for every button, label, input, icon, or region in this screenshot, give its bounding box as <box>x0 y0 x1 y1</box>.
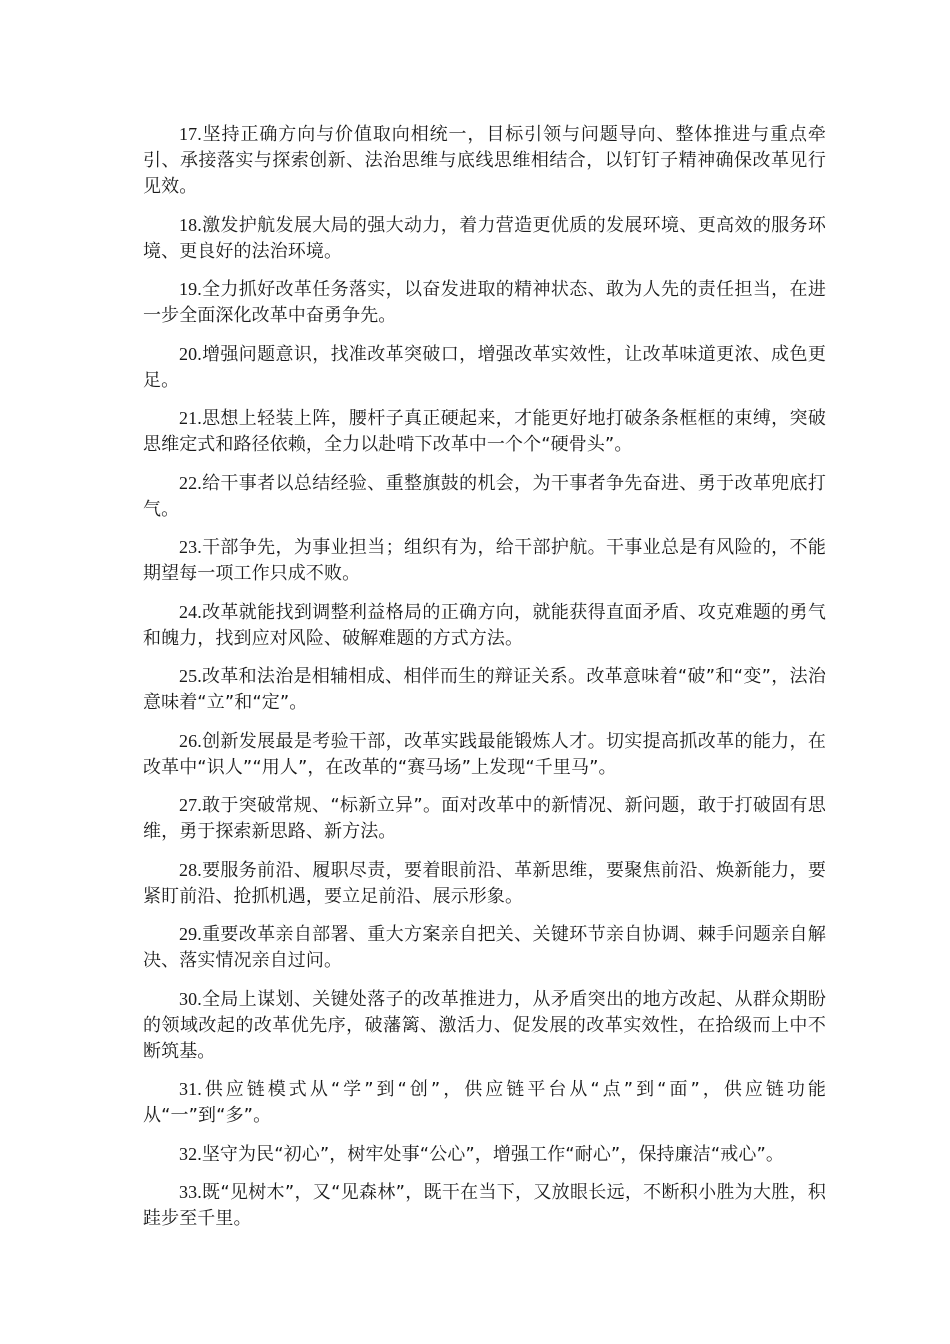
paragraph-text: 干部争先，为事业担当；组织有为，给干部护航。干事业总是有风险的，不能期望每一项工作只成不败。 <box>143 537 826 584</box>
paragraph-number: 26. <box>179 730 202 751</box>
paragraph-number: 28. <box>179 859 202 880</box>
paragraph-number: 21. <box>179 408 202 428</box>
paragraph-number: 31. <box>179 1079 202 1099</box>
paragraph-22 <box>143 470 826 523</box>
paragraph-32 <box>143 1141 826 1168</box>
paragraph-18 <box>143 212 826 265</box>
paragraph-text: 改革和法治是相辅相成、相伴而生的辩证关系。改革意味着“破”和“变”，法治意味着“立”和“定”。 <box>143 666 826 713</box>
paragraph-31 <box>143 1076 826 1129</box>
paragraph-text: 改革就能找到调整利益格局的正确方向，就能获得直面矛盾、攻克难题的勇气和魄力，找到应对风险、破解难题的方式方法。 <box>143 601 826 649</box>
paragraph-text: 激发护航发展大局的强大动力，着力营造更优质的发展环境、更高效的服务环境、更良好的法治环境。 <box>143 214 826 262</box>
paragraph-number: 33. <box>179 1182 202 1202</box>
paragraph-26 <box>143 728 826 781</box>
paragraph-number: 27. <box>179 795 202 815</box>
paragraph-number: 25. <box>179 666 202 686</box>
paragraph-text: 坚持正确方向与价值取向相统一，目标引领与问题导向、整体推进与重点牵引、承接落实与探索创新、法治思维与底线思维相结合，以钉钉子精神确保改革见行见效。 <box>143 124 826 197</box>
paragraph-24 <box>143 599 826 652</box>
paragraph-text: 敢于突破常规、“标新立异”。面对改革中的新情况、新问题，敢于打破固有思维，勇于探索新思路、新方法。 <box>143 795 826 842</box>
paragraph-number: 17. <box>179 124 202 144</box>
paragraph-20 <box>143 341 826 394</box>
paragraph-number: 19. <box>179 279 202 299</box>
paragraph-25 <box>143 663 826 716</box>
paragraph-23 <box>143 534 826 587</box>
paragraph-number: 20. <box>179 343 202 364</box>
paragraph-text: 既“见树木”，又“见森林”，既干在当下，又放眼长远，不断积小胜为大胜，积跬步至千里。 <box>143 1182 826 1229</box>
paragraph-number: 23. <box>179 537 202 557</box>
paragraph-number: 32. <box>179 1143 202 1164</box>
paragraph-text: 思想上轻装上阵，腰杆子真正硬起来，才能更好地打破条条框框的束缚，突破思维定式和路径依赖，全力以赴啃下改革中一个个“硬骨头”。 <box>143 408 826 455</box>
paragraph-29 <box>143 921 826 974</box>
paragraph-21 <box>143 405 826 458</box>
paragraph-28 <box>143 857 826 910</box>
paragraph-27 <box>143 792 826 845</box>
paragraph-number: 18. <box>179 214 202 235</box>
paragraph-19 <box>143 276 826 329</box>
paragraph-text: 供应链模式从“学”到“创”，供应链平台从“点”到“面”，供应链功能从“一”到“多”。 <box>143 1079 826 1126</box>
paragraph-33 <box>143 1179 826 1232</box>
paragraph-text: 坚守为民“初心”，树牢处事“公心”，增强工作“耐心”，保持廉洁“戒心”。 <box>201 1143 785 1165</box>
paragraph-17 <box>143 121 826 200</box>
paragraph-text: 要服务前沿、履职尽责，要着眼前沿、革新思维，要聚焦前沿、焕新能力，要紧盯前沿、抢抓机遇，要立足前沿、展示形象。 <box>143 859 826 907</box>
paragraph-text: 创新发展最是考验干部，改革实践最能锻炼人才。切实提高抓改革的能力，在改革中“识人”“用人”，在改革的“赛马场”上发现“千里马”。 <box>143 730 826 778</box>
paragraph-number: 22. <box>179 472 202 493</box>
document-body <box>143 121 826 1244</box>
paragraph-text: 全力抓好改革任务落实，以奋发进取的精神状态、敢为人先的责任担当，在进一步全面深化改革中奋勇争先。 <box>143 279 826 326</box>
paragraph-text: 全局上谋划、关键处落子的改革推进力，从矛盾突出的地方改起、从群众期盼的领域改起的改革优先序，破藩篱、激活力、促发展的改革实效性，在拾级而上中不断筑基。 <box>143 988 826 1062</box>
paragraph-number: 29. <box>179 924 202 944</box>
paragraph-number: 24. <box>179 601 202 622</box>
paragraph-text: 重要改革亲自部署、重大方案亲自把关、关键环节亲自协调、棘手问题亲自解决、落实情况亲自过问。 <box>143 924 826 971</box>
paragraph-text: 增强问题意识，找准改革突破口，增强改革实效性，让改革味道更浓、成色更足。 <box>143 343 826 391</box>
paragraph-30 <box>143 986 826 1065</box>
paragraph-text: 给干事者以总结经验、重整旗鼓的机会，为干事者争先奋进、勇于改革兜底打气。 <box>143 472 826 520</box>
paragraph-number: 30. <box>179 988 202 1009</box>
